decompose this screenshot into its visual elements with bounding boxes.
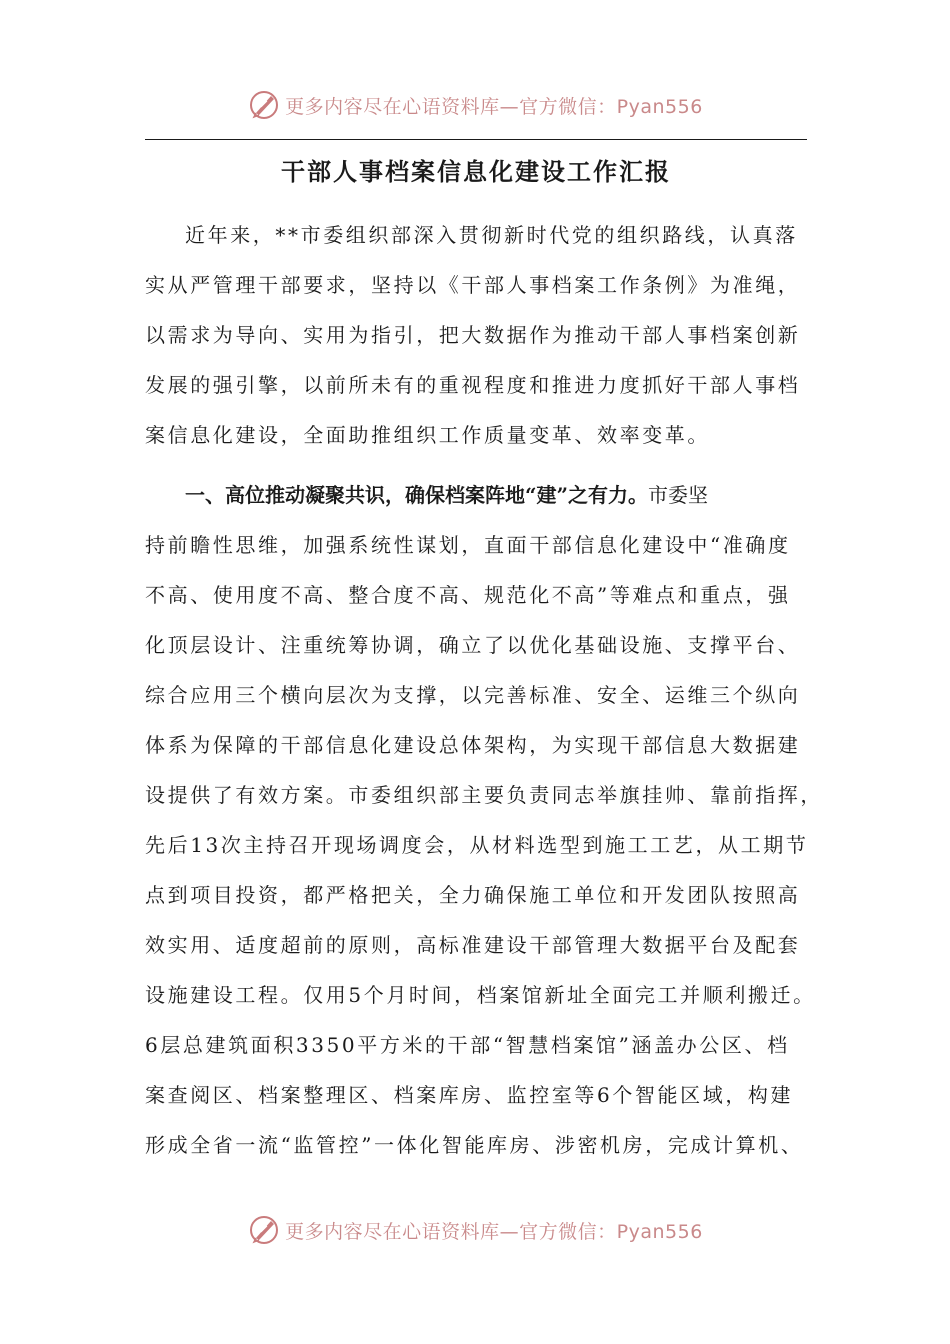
intro-line: 近年来，**市委组织部深入贯彻新时代党的组织路线，认真落 <box>185 223 798 247</box>
section-heading: 一、高位推动凝聚共识，确保档案阵地“建”之有力。 <box>185 483 649 507</box>
section-line: 形成全省一流“监管控”一体化智能库房、涉密机房，完成计算机、 <box>145 1133 804 1157</box>
intro-line: 发展的强引擎，以前所未有的重视程度和推进力度抓好干部人事档 <box>145 373 801 397</box>
section-line: 案查阅区、档案整理区、档案库房、监控室等6个智能区域，构建 <box>145 1083 794 1107</box>
intro-line: 案信息化建设，全面助推组织工作质量变革、效率变革。 <box>145 423 710 447</box>
intro-line: 实从严管理干部要求，坚持以《干部人事档案工作条例》为准绳， <box>145 273 801 297</box>
quill-pen-icon <box>247 88 281 122</box>
paragraph-gap <box>145 460 821 470</box>
section-line: 体系为保障的干部信息化建设总体架构，为实现干部信息大数据建 <box>145 733 801 757</box>
header-divider <box>145 139 807 140</box>
footer-banner <box>0 1210 950 1250</box>
section-line: 点到项目投资，都严格把关，全力确保施工单位和开发团队按照高 <box>145 883 801 907</box>
section-line: 不高、使用度不高、整合度不高、规范化不高”等难点和重点，强 <box>145 583 791 607</box>
header-banner-text: 更多内容尽在心语资料库—官方微信：Pyan556 <box>285 95 703 118</box>
section-line: 设提供了有效方案。市委组织部主要负责同志举旗挂帅、靠前指挥， <box>145 783 823 807</box>
header-banner <box>0 85 950 125</box>
section-line: 效实用、适度超前的原则，高标准建设干部管理大数据平台及配套 <box>145 933 801 957</box>
section-line: 持前瞻性思维，加强系统性谋划，直面干部信息化建设中“准确度 <box>145 533 791 557</box>
quill-pen-icon <box>247 1213 281 1247</box>
section-line: 化顶层设计、注重统筹协调，确立了以优化基础设施、支撑平台、 <box>145 633 801 657</box>
intro-line: 以需求为导向、实用为指引，把大数据作为推动干部人事档案创新 <box>145 323 801 347</box>
document-body <box>145 210 821 1170</box>
section-line: 综合应用三个横向层次为支撑，以完善标准、安全、运维三个纵向 <box>145 683 801 707</box>
footer-banner-text: 更多内容尽在心语资料库—官方微信：Pyan556 <box>285 1220 703 1243</box>
section-line: 6层总建筑面积3350平方米的干部“智慧档案馆”涵盖办公区、档 <box>145 1033 790 1057</box>
section-line: 设施建设工程。仅用5个月时间，档案馆新址全面完工并顺利搬迁。 <box>145 983 816 1007</box>
section-line: 先后13次主持召开现场调度会，从材料选型到施工工艺，从工期节 <box>145 833 809 857</box>
document-title: 干部人事档案信息化建设工作汇报 <box>281 157 671 186</box>
section-heading-line <box>145 470 821 520</box>
section-line-tail: 市委坚 <box>648 483 709 507</box>
